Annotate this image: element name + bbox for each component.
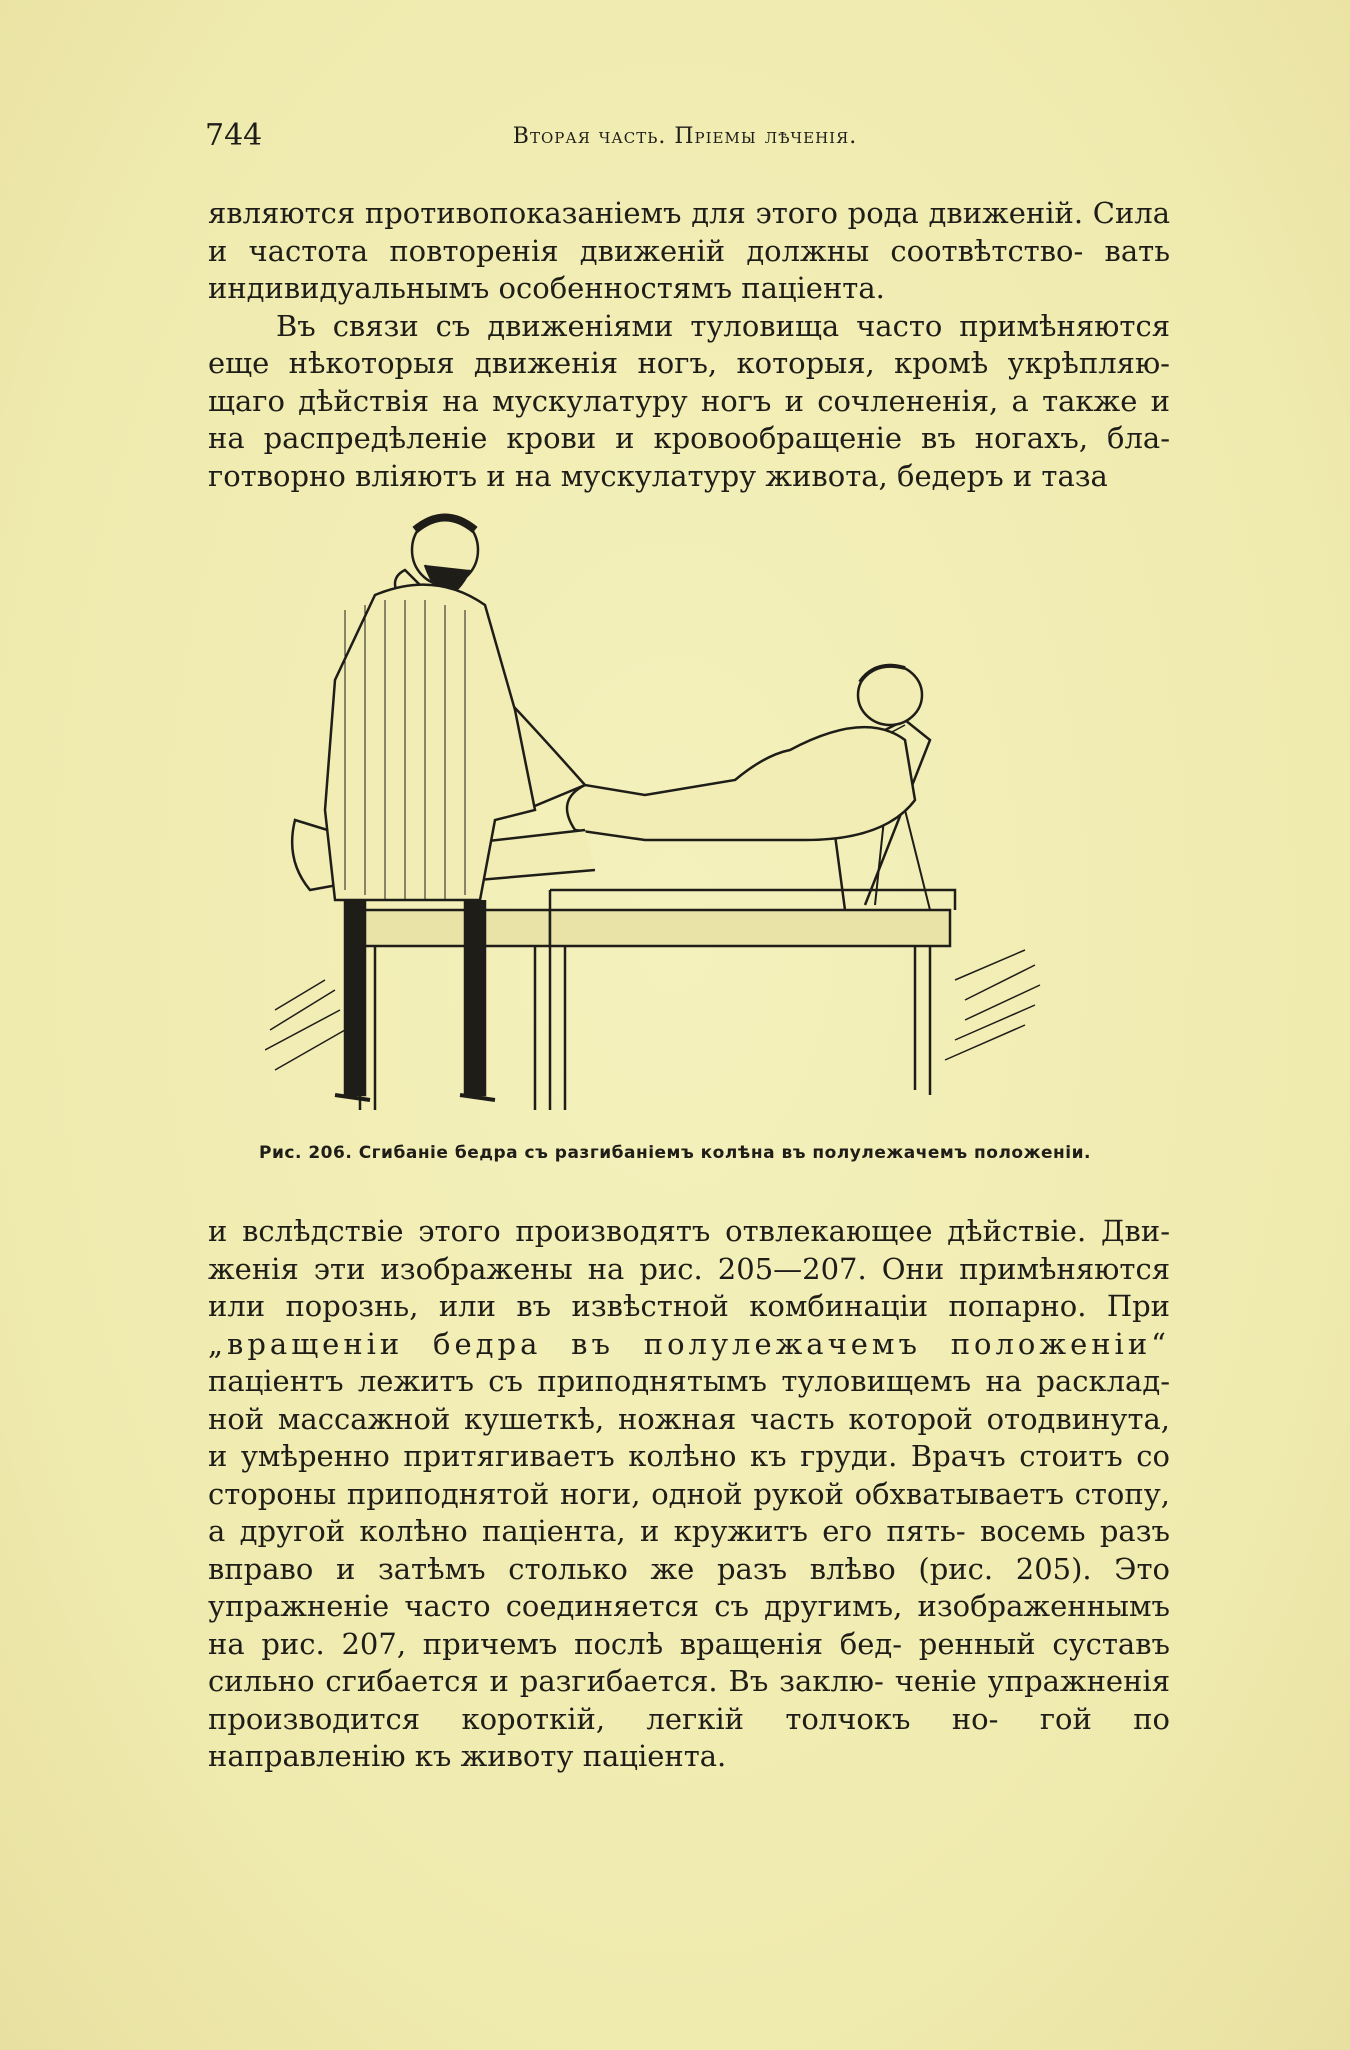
paragraph: являются противопоказаніемъ для этого рода движеній. Сила и частота повторенія движеній должны соотвѣтство- вать индивидуальнымъ особенностямъ паціента. [208, 196, 1170, 305]
paragraph: Въ связи съ движеніями туловища часто примѣняются еще нѣкоторыя движенія ногъ, которыя, кромѣ укрѣпляю- щаго дѣйствія на мускулатуру ногъ и сочлененія, а также и на распредѣленіе крови и кровообращеніе въ ногахъ, бла- готворно вліяютъ и на мускулатуру живота, бедеръ и таза [208, 308, 1170, 493]
running-head: Вторая часть. Пріемы лѣченія. [512, 124, 858, 149]
text-run: и вслѣдствіе этого производятъ отвлекающее дѣйствіе. Дви- женія эти изображены на рис. 205—207. Они примѣняются или порознь, или въ извѣстной комбинаціи попарно. При [208, 1214, 1170, 1323]
paragraph [208, 1213, 1170, 1776]
page-header [205, 118, 1165, 158]
text-block-top [208, 195, 1170, 495]
doctor-figure [325, 515, 535, 1100]
figure-caption: Рис. 206. Сгибаніе бедра съ разгибаніемъ колѣна въ полулежачемъ положеніи. [259, 1143, 1091, 1163]
text-run: паціентъ лежитъ съ приподнятымъ туловищемъ на расклад- ной массажной кушеткѣ, ножная часть которой отодвинута, и умѣренно притягиваетъ колѣно къ груди. Врачъ стоитъ со стороны приподнятой ноги, одной рукой обхватываетъ стопу, а другой колѣно паціента, и кружитъ его пять- восемь разъ вправо и затѣмъ столько же разъ влѣво (рис. 205). Это упражненіе часто соединяется съ другимъ, изображеннымъ на рис. 207, причемъ послѣ вращенія бед- ренный суставъ сильно сгибается и разгибается. Въ заклю- ченіе упражненія производится короткій, легкій толчокъ но- гой по направленію къ животу паціента. [208, 1364, 1170, 1773]
page-number: 744 [205, 118, 263, 153]
emphasized-term: „вращеніи бедра въ полулежачемъ положеніи“ [208, 1326, 1170, 1361]
floor-hatching [265, 950, 1040, 1070]
engraving-illustration [265, 510, 1135, 1130]
text-block-bottom [208, 1213, 1170, 1776]
